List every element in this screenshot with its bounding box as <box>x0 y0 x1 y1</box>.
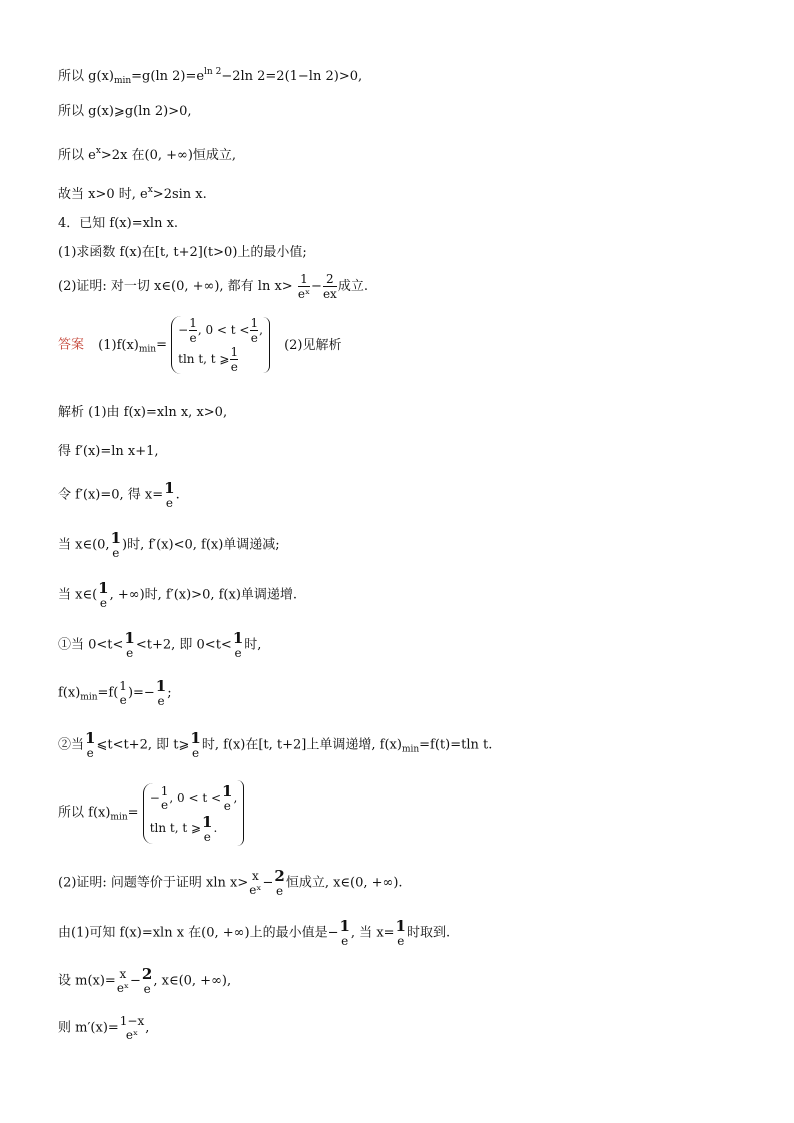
solution-line-8 <box>58 730 492 760</box>
text-seg: 时, <box>244 637 262 653</box>
fraction <box>156 678 166 708</box>
numerator: 1 <box>202 812 213 831</box>
fraction <box>117 967 129 995</box>
denominator: ex <box>322 287 337 301</box>
numerator: 1 <box>222 782 233 800</box>
solution-line-13 <box>58 1014 149 1042</box>
denominator: eˣ <box>249 883 262 897</box>
text-seg: >2sin x. <box>152 187 207 202</box>
solution-line-11 <box>58 918 450 948</box>
fraction <box>111 530 121 560</box>
fraction <box>202 814 212 844</box>
brace-right <box>237 780 244 846</box>
text-seg: . <box>175 487 180 503</box>
denominator: e <box>86 746 94 760</box>
solution-line-4 <box>58 530 280 560</box>
fraction <box>249 869 261 897</box>
superscript: x <box>95 146 101 156</box>
solution-line-6 <box>58 630 261 660</box>
numerator: 1 <box>298 272 310 287</box>
solution-line-10 <box>58 868 403 898</box>
text-seg: ⩽t<t+2, 即 t⩾ <box>96 737 190 753</box>
denominator: e <box>397 934 405 948</box>
text-seg: . <box>213 821 218 835</box>
denominator: e <box>99 596 107 610</box>
fraction <box>250 316 258 345</box>
text-seg: 所以 f(x) <box>58 805 111 821</box>
case-row <box>178 345 263 374</box>
subscript: min <box>138 344 157 355</box>
numerator: 1 <box>110 529 121 547</box>
text-seg: tln t, t ⩾ <box>149 821 202 835</box>
numerator: 1 <box>98 579 109 597</box>
text-seg: (2)证明: 对一切 x∈(0, +∞), 都有 ln x> <box>58 279 293 294</box>
text-line-ex-2x <box>58 143 236 164</box>
numerator: 1 <box>155 677 167 695</box>
answer-label: 答案 <box>58 337 85 353</box>
denominator: eˣ <box>125 1028 139 1042</box>
subscript: min <box>401 744 420 755</box>
numerator: 1 <box>250 316 259 330</box>
numerator: x <box>119 967 127 981</box>
problem-4-part2 <box>58 272 368 301</box>
text-seg: , x∈(0, +∞), <box>153 973 232 989</box>
text-seg: )=− <box>127 685 155 701</box>
solution-line-12 <box>58 966 231 996</box>
numerator: 1 <box>339 917 350 935</box>
text-seg: 4．已知 f(x)=xln x. <box>58 216 179 231</box>
text-seg: 则 m′(x)= <box>58 1020 119 1036</box>
text-seg: 得 f′(x)=ln x+1, <box>58 444 159 459</box>
brace-right <box>263 317 270 373</box>
denominator: e <box>143 982 151 996</box>
text-seg: 时, f(x)在[t, t+2]上单调递增, f(x) <box>201 737 402 753</box>
denominator: e <box>203 829 211 844</box>
numerator: 1 <box>124 629 135 647</box>
text-seg: <t+2, 即 0<t< <box>135 637 232 653</box>
text-seg: 当 x∈(0, <box>58 537 110 553</box>
text-seg: , 当 x= <box>350 925 395 941</box>
denominator: e <box>157 694 165 708</box>
piecewise-brace <box>171 316 263 374</box>
solution-line-1 <box>58 405 227 421</box>
text-seg: )时, f′(x)<0, f(x)单调递减; <box>122 537 280 553</box>
text-seg: 所以 e <box>58 148 96 163</box>
text-seg: tln t, t ⩾ <box>178 352 230 366</box>
text-seg: 当 x∈( <box>58 587 98 603</box>
text-seg: 时取到. <box>406 925 451 941</box>
superscript: ln 2 <box>204 67 222 77</box>
fraction <box>233 630 243 660</box>
fraction <box>323 272 337 301</box>
numerator: 1 <box>232 629 244 647</box>
piecewise-brace <box>143 783 238 844</box>
numerator: 2 <box>141 965 153 983</box>
denominator: e <box>234 646 242 660</box>
text-seg: =f( <box>97 685 119 701</box>
denominator: e <box>165 496 173 510</box>
text-seg: 设 m(x)= <box>58 973 116 989</box>
fraction <box>189 316 197 345</box>
denominator: e <box>126 646 134 660</box>
numerator: 1−x <box>119 1014 145 1028</box>
numerator: 1 <box>119 679 127 693</box>
text-seg: 由(1)可知 f(x)=xln x 在(0, +∞)上的最小值是− <box>58 925 339 941</box>
fraction <box>230 345 238 374</box>
text-line-g-min <box>58 64 362 89</box>
text-seg: − <box>311 279 322 294</box>
text-seg: (1)f(x) <box>98 337 139 353</box>
text-seg: − <box>178 323 189 337</box>
fraction <box>339 918 349 948</box>
text-seg: 令 f′(x)=0, 得 x= <box>58 487 164 503</box>
text-seg: >2x 在(0, +∞)恒成立, <box>100 148 237 163</box>
fraction <box>98 580 108 610</box>
numerator: 2 <box>274 867 285 885</box>
text-seg: (2)见解析 <box>284 337 342 353</box>
text-seg: =g(ln 2)=e <box>131 69 205 84</box>
subscript: min <box>110 812 128 823</box>
text-seg: , <box>259 323 263 337</box>
numerator: 1 <box>160 784 169 798</box>
text-seg: 解析 (1)由 f(x)=xln x, x>0, <box>58 405 228 420</box>
fraction <box>298 272 310 301</box>
denominator: e <box>276 884 284 898</box>
numerator: 1 <box>189 316 197 330</box>
text-seg: ①当 0<t< <box>58 637 124 653</box>
fraction <box>274 868 284 898</box>
problem-4-title <box>58 216 178 232</box>
text-seg: 所以 g(x) <box>58 69 114 84</box>
numerator: 1 <box>85 729 96 747</box>
case-row <box>150 783 238 814</box>
text-line-g-bound <box>58 104 192 120</box>
denominator: eˣ <box>116 981 130 995</box>
subscript: min <box>80 692 98 703</box>
text-seg: −2ln 2=2(1−ln 2)>0, <box>221 69 363 84</box>
problem-4-part1 <box>58 245 307 261</box>
denominator: e <box>119 693 127 707</box>
text-seg: (1)求函数 f(x)在[t, t+2](t>0)上的最小值; <box>58 245 307 260</box>
numerator: 1 <box>230 345 239 359</box>
fraction <box>161 784 169 812</box>
solution-line-2 <box>58 444 159 460</box>
fraction <box>164 480 174 510</box>
text-seg: − <box>130 973 141 989</box>
superscript: x <box>147 185 153 195</box>
text-seg: , +∞)时, f′(x)>0, f(x)单调递增. <box>109 587 298 603</box>
denominator: e <box>192 746 200 760</box>
denominator: e <box>250 331 258 345</box>
case-row <box>178 316 263 345</box>
fraction <box>120 1014 144 1042</box>
text-seg: ; <box>167 685 172 701</box>
denominator: e <box>189 331 197 345</box>
fraction <box>142 966 152 996</box>
denominator: e <box>223 799 231 813</box>
fraction <box>190 730 200 760</box>
text-seg: = <box>127 805 139 821</box>
numerator: 1 <box>395 917 406 935</box>
denominator: e <box>341 934 349 948</box>
denominator: e <box>161 798 169 812</box>
text-seg: f(x) <box>58 685 81 701</box>
text-seg: − <box>262 875 274 891</box>
text-seg: , 0 < t < <box>169 790 222 805</box>
numerator: 1 <box>164 479 175 497</box>
fraction <box>396 918 406 948</box>
case-row <box>150 813 238 844</box>
text-seg: ②当 <box>58 737 85 753</box>
text-seg: (2)证明: 问题等价于证明 xln x> <box>58 875 249 891</box>
text-seg: , <box>233 790 238 805</box>
denominator: eˣ <box>297 287 311 301</box>
solution-line-9 <box>58 780 244 846</box>
fraction <box>222 783 232 813</box>
denominator: e <box>112 546 120 560</box>
solution-line-5 <box>58 580 297 610</box>
answer-line <box>58 316 342 374</box>
text-line-conclusion <box>58 182 207 203</box>
text-seg: 所以 g(x)⩾g(ln 2)>0, <box>58 104 192 119</box>
text-seg: 成立. <box>337 279 368 294</box>
text-seg: = <box>156 337 167 353</box>
subscript: min <box>113 76 132 86</box>
text-seg: 恒成立, x∈(0, +∞). <box>285 875 403 891</box>
numerator: 1 <box>190 729 201 747</box>
numerator: 2 <box>323 272 337 287</box>
text-seg: =f(t)=tln t. <box>419 737 493 753</box>
text-seg: , 0 < t < <box>197 323 250 337</box>
numerator: x <box>251 869 259 883</box>
fraction <box>119 679 127 707</box>
text-seg: , <box>145 1020 150 1036</box>
text-seg: − <box>149 790 160 805</box>
denominator: e <box>230 360 238 374</box>
fraction <box>85 730 95 760</box>
solution-line-3 <box>58 480 180 510</box>
fraction <box>124 630 134 660</box>
solution-line-7 <box>58 678 172 708</box>
text-seg: 故当 x>0 时, e <box>58 187 148 202</box>
